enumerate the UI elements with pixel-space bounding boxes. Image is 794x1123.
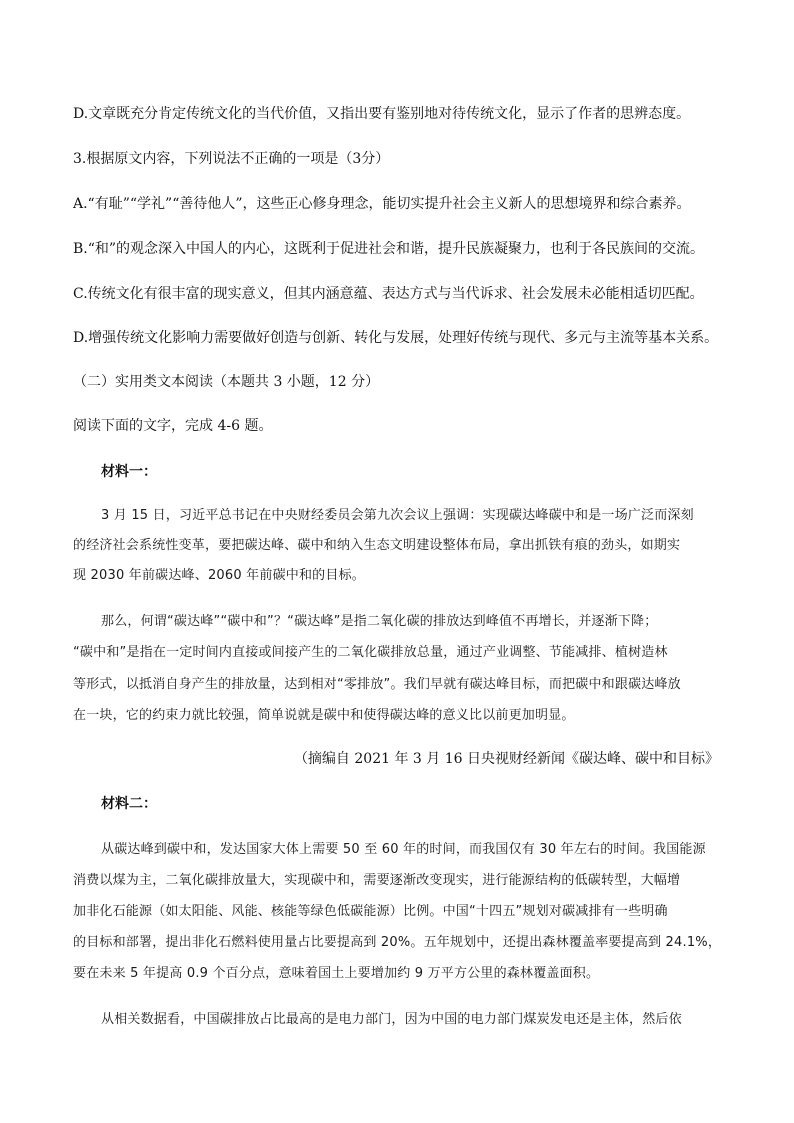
material1-line: 在一块，它的约束力就比较强，简单说就是碳中和使得碳达峰的意义比以前更加明显。 [73,708,575,723]
material2-label: 材料二： [101,796,157,812]
q3-option-b: B.“和”的观念深入中国人的内心，这既利于促进社会和谐，提升民族凝聚力，也利于各民族间的交流。 [73,241,705,257]
material1-line: 那么，何谓“碳达峰”“碳中和”？“碳达峰”是指二氧化碳的排放达到峰值不再增长，并逐渐下降； [101,614,658,629]
q3-option-c: C.传统文化有很丰富的现实意义，但其内涵意蕴、表达方式与当代诉求、社会发展未必能相适切匹配。 [73,286,704,302]
material1-line: 现 2030 年前碳达峰、2060 年前碳中和的目标。 [73,568,365,583]
q3-stem: 3.根据原文内容，下列说法不正确的一项是（3分） [73,151,390,167]
material2-line: 消费以煤为主，二氧化碳排放量大，实现碳中和，需要逐渐改变现实，进行能源结构的低碳转型，大幅增 [73,873,681,888]
q3-option-d: D.增强传统文化影响力需要做好创造与创新、转化与发展，处理好传统与现代、多元与主流等基本关系。 [73,330,719,346]
material1-line: “碳中和”是指在一定时间内直接或间接产生的二氧化碳排放总量，通过产业调整、节能减排、植树造林 [73,645,668,660]
q3-option-a: A.“有耻”“学礼”“善待他人”，这些正心修身理念，能切实提升社会主义新人的思想境界和综合素养。 [73,196,691,212]
material2-line: 的目标和部署，提出非化石燃料使用量占比要提高到 20%。五年规划中，还提出森林覆盖率要提高到 24.1%， [73,935,722,950]
section-instruction: 阅读下面的文字，完成 4-6 题。 [73,418,273,434]
q2-option-d: D.文章既充分肯定传统文化的当代价值，又指出要有鉴别地对待传统文化，显示了作者的思辨态度。 [73,106,691,122]
section-heading: （二）实用类文本阅读（本题共 3 小题，12 分） [73,374,380,390]
material2-line: 从相关数据看，中国碳排放占比最高的是电力部门，因为中国的电力部门煤炭发电还是主体，然后依 [101,1012,682,1027]
material2-line: 加非化石能源（如太阳能、风能、核能等绿色低碳能源）比例。中国“十四五”规划对碳减排有一些明确 [73,904,668,919]
material1-line: 3 月 15 日，习近平总书记在中央财经委员会第九次会议上强调：实现碳达峰碳中和是一场广泛而深刻 [101,508,694,523]
material2-line: 从碳达峰到碳中和，发达国家大体上需要 50 至 60 年的时间，而我国仅有 30 年左右的时间。我国能源 [101,842,706,857]
material1-source: （摘编自 2021 年 3 月 16 日央视财经新闻《碳达峰、碳中和目标》 [293,751,719,767]
material1-line: 的经济社会系统性变革，要把碳达峰、碳中和纳入生态文明建设整体布局，拿出抓铁有痕的劲头，如期实 [73,538,681,553]
material2-line: 要在未来 5 年提高 0.9 个百分点，意味着国土上要增加约 9 万平方公里的森林覆盖面积。 [73,966,600,981]
material1-line: 等形式，以抵消自身产生的排放量，达到相对“零排放”。我们早就有碳达峰目标，而把碳中和跟碳达峰放 [73,677,681,692]
material1-label: 材料一： [101,464,157,480]
